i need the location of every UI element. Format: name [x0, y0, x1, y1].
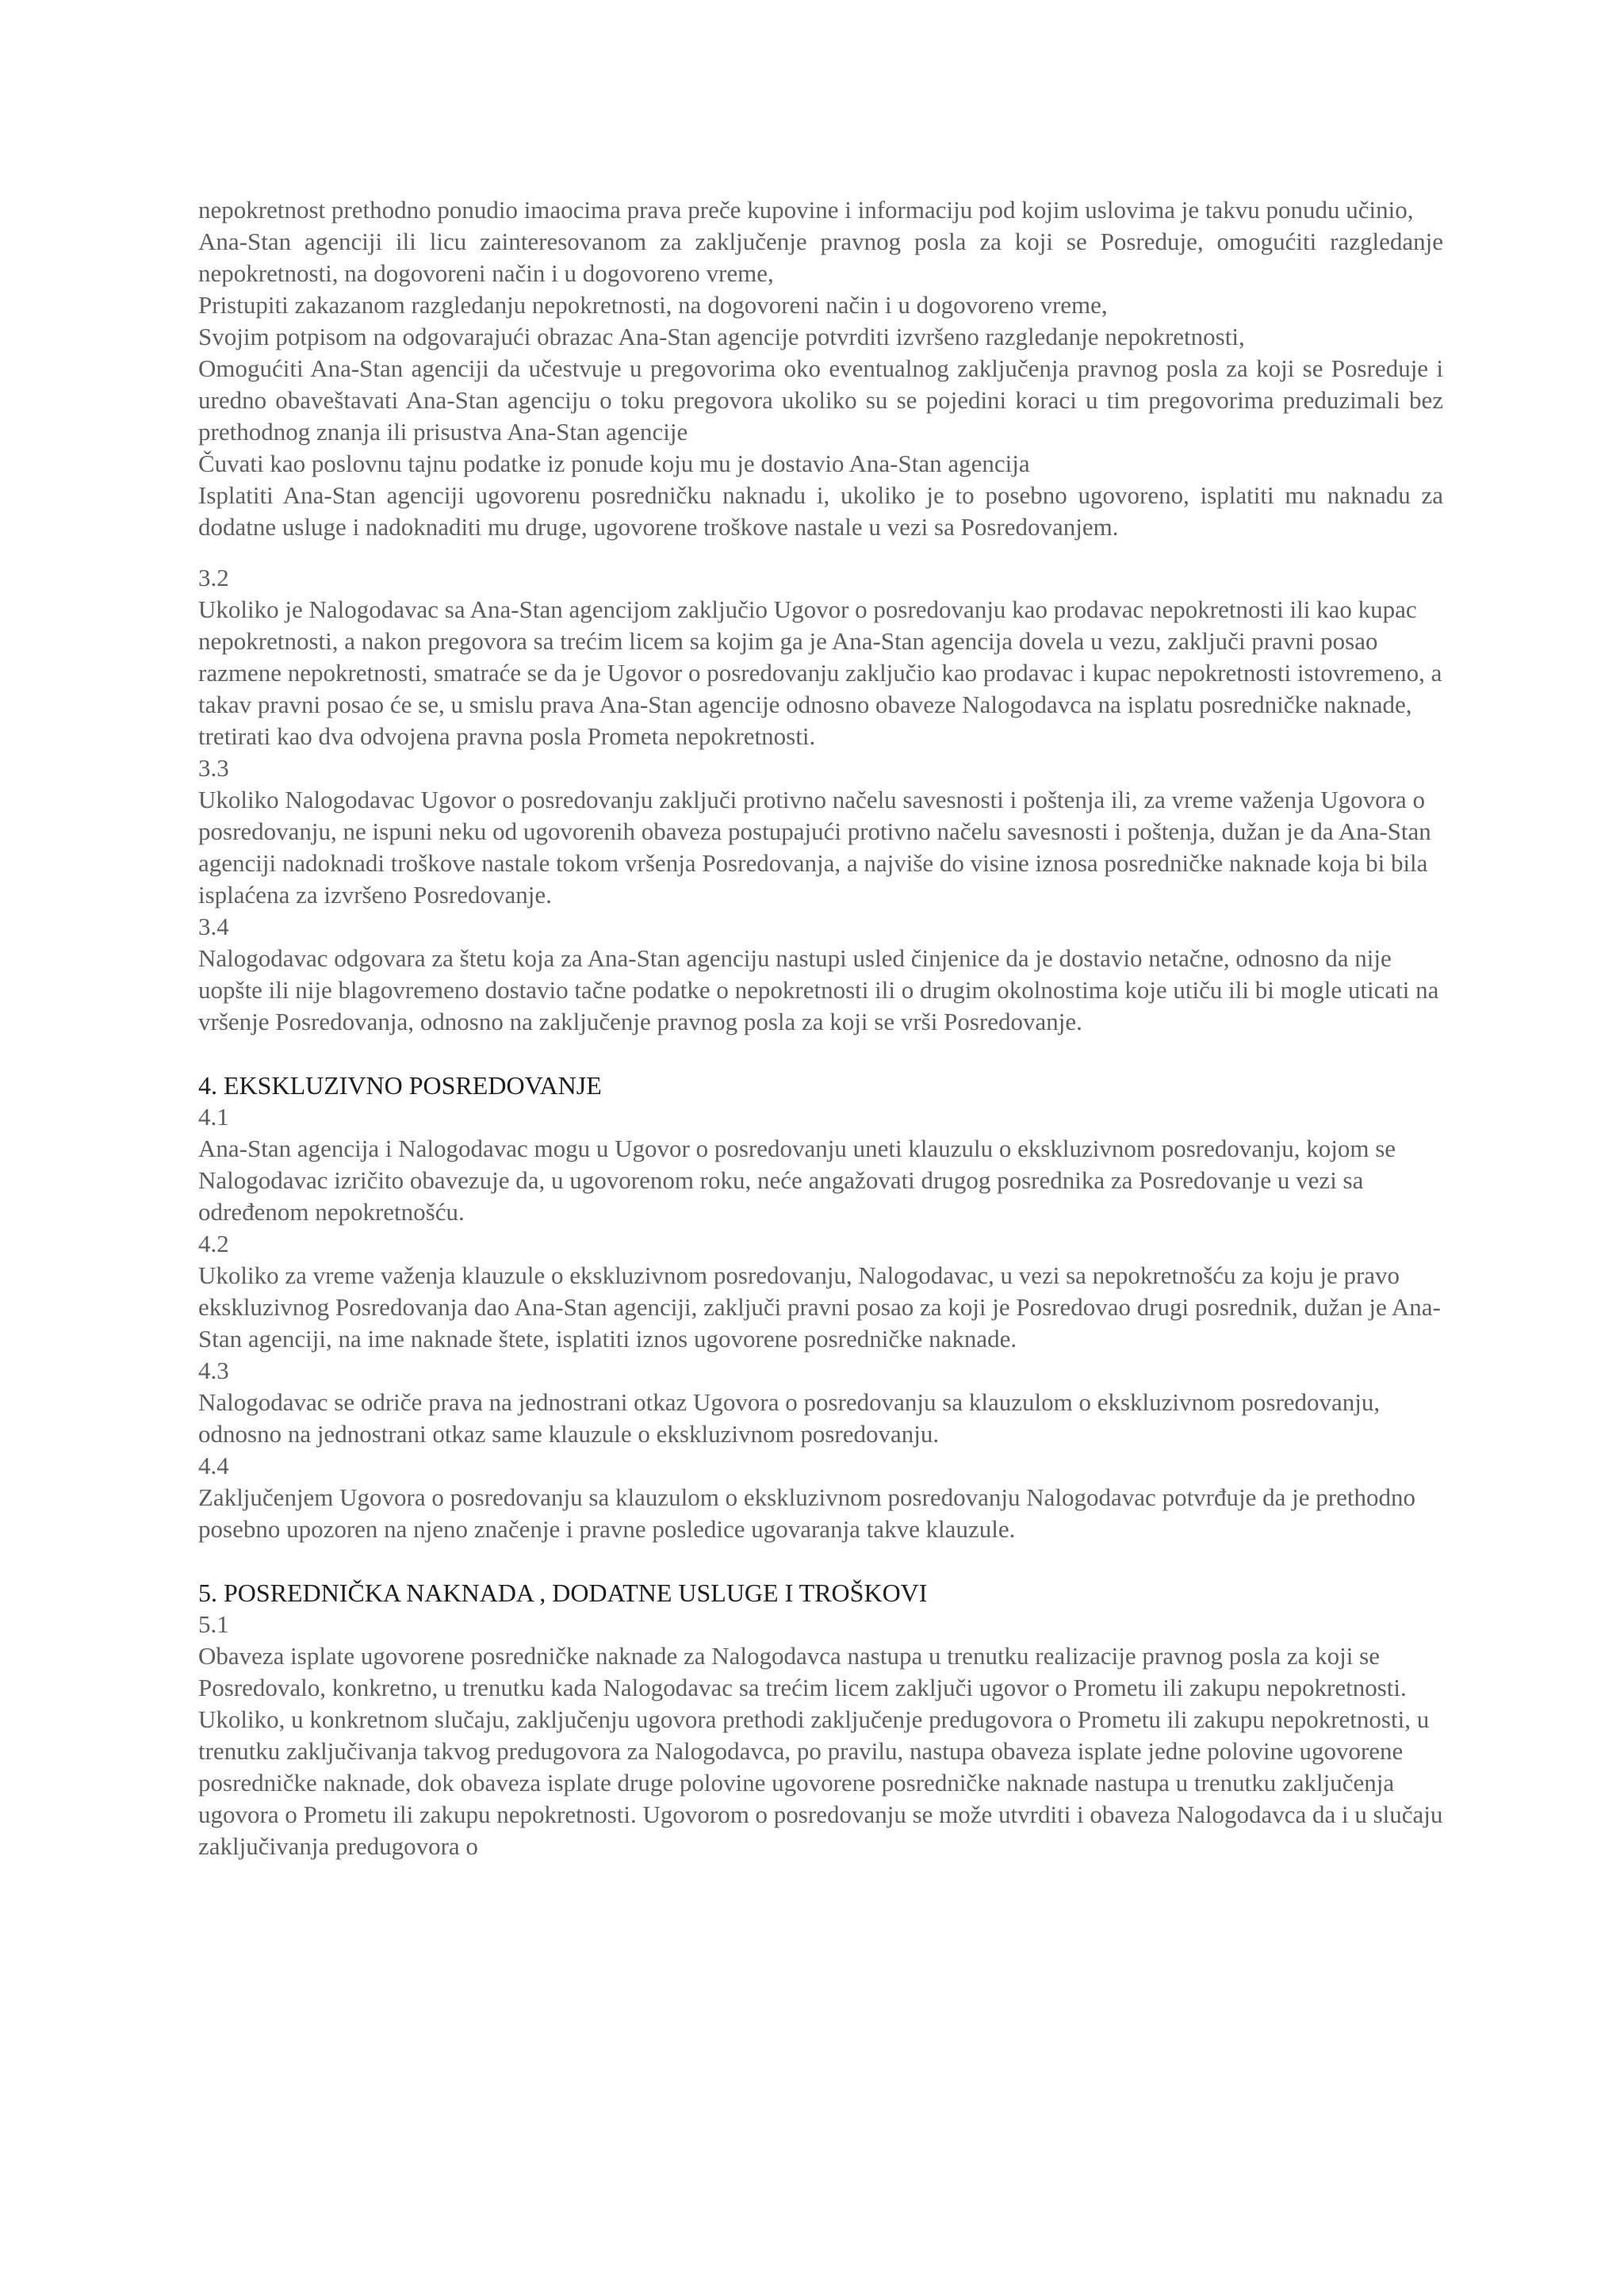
document-page	[198, 194, 1443, 1862]
clause-number: 3.4	[198, 913, 229, 940]
clause-number: 4.4	[198, 1452, 229, 1479]
clause-number: 5.1	[198, 1610, 229, 1638]
clause-number: 4.3	[198, 1357, 229, 1384]
section-heading: 5. POSREDNIČKA NAKNADA , DODATNE USLUGE I TROŠKOVI	[198, 1578, 928, 1607]
clause-block-3	[198, 562, 1443, 1038]
paragraph-sign-viewing: Svojim potpisom na odgovarajući obrazac Ana-Stan agencije potvrditi izvršeno razgledanje nepokretnosti,	[198, 323, 1245, 350]
clause-text: Nalogodavac odgovara za štetu koja za Ana-Stan agenciju nastupi usled činjenice da je dostavio netačne, odnosno da nije uopšte ili nije blagovremeno dostavio tačne podatke o nepokretnosti ili o drugim okolnostima koje utiču ili bi mogle uticati na vršenje Posredovanja, odnosno na zaključenje pravnog posla za koji se vrši Posredovanje.	[198, 944, 1439, 1035]
clause-text: Obaveza isplate ugovorene posredničke naknade za Nalogodavca nastupa u trenutku realizacije pravnog posla za koji se Posredovalo, konkretno, u trenutku kada Nalogodavac sa trećim licem zaključi ugovor o Prometu ili zakupu nepokretnosti. Ukoliko, u konkretnom slučaju, zaključenju ugovora prethodi zaključenje predugovora o Prometu ili zakupu nepokretnosti, u trenutku zaključivanja takvog predugovora za Nalogodavca, po pravilu, nastupa obaveza isplate jedne polovine ugovorene posredničke naknade, dok obaveza isplate druge polovine ugovorene posredničke naknade nastupa u trenutku zaključenja ugovora o Prometu ili zakupu nepokretnosti. Ugovorom o posredovanju se može utvrditi i obaveza Nalogodavca da i u slučaju zaključivanja predugovora o	[198, 1642, 1443, 1860]
paragraph-confidentiality: Čuvati kao poslovnu tajnu podatke iz ponude koju mu je dostavio Ana-Stan agencija	[198, 450, 1030, 477]
clause-text: Zaključenjem Ugovora o posredovanju sa klauzulom o ekskluzivnom posredovanju Nalogodavac potvrđuje da je prethodno posebno upozoren na njeno značenje i pravne posledice ugovaranja takve klauzule.	[198, 1483, 1415, 1543]
clause-text: Ukoliko je Nalogodavac sa Ana-Stan agencijom zaključio Ugovor o posredovanju kao prodavac nepokretnosti ili kao kupac nepokretnosti, a nakon pregovora sa trećim licem sa kojim ga je Ana-Stan agencija dovela u vezu, zaključi pravni posao razmene nepokretnosti, smatraće se da je Ugovor o posredovanju zaključio kao prodavac i kupac nepokretnosti istovremeno, a takav pravni posao će se, u smislu prava Ana-Stan agencije odnosno obaveze Nalogodavca na isplatu posredničke naknade, tretirati kao dva odvojena pravna posla Prometa nepokretnosti.	[198, 595, 1442, 750]
section-5	[198, 1577, 1443, 1862]
clause-text: Ana-Stan agencija i Nalogodavac mogu u Ugovor o posredovanju uneti klauzulu o ekskluzivnom posredovanju, kojom se Nalogodavac izričito obavezuje da, u ugovorenom roku, neće angažovati drugog posrednika za Posredovanje u vezi sa određenom nepokretnošću.	[198, 1135, 1396, 1226]
clause-number: 4.2	[198, 1230, 229, 1257]
clause-text: Ukoliko za vreme važenja klauzule o ekskluzivnom posredovanju, Nalogodavac, u vezi sa nepokretnošću za koju je pravo ekskluzivnog Posredovanja dao Ana-Stan agenciji, zaključi pravni posao za koji je Posredovao drugi posrednik, dužan je Ana-Stan agenciji, na ime naknade štete, isplatiti iznos ugovorene posredničke naknade.	[198, 1261, 1441, 1353]
clause-number: 4.1	[198, 1103, 229, 1131]
section-4	[198, 1070, 1443, 1545]
paragraph-attend-viewing: Pristupiti zakazanom razgledanju nepokretnosti, na dogovoreni način i u dogovoreno vreme,	[198, 291, 1108, 319]
clause-number: 3.3	[198, 754, 229, 782]
section-heading: 4. EKSKLUZIVNO POSREDOVANJE	[198, 1071, 602, 1100]
clause-text: Ukoliko Nalogodavac Ugovor o posredovanju zaključi protivno načelu savesnosti i poštenja ili, za vreme važenja Ugovora o posredovanju, ne ispuni neku od ugovorenih obaveza postupajući protivno načelu savesnosti i poštenja, dužan je da Ana-Stan agenciji nadoknadi troškove nastale tokom vršenja Posredovanja, a najviše do visine iznosa posredničke naknade koja bi bila isplaćena za izvršeno Posredovanje.	[198, 786, 1431, 909]
paragraph-negotiations: Omogućiti Ana-Stan agenciji da učestvuje u pregovorima oko eventualnog zaključenja pravnog posla za koji se Posreduje i uredno obaveštavati Ana-Stan agenciju o toku pregovora ukoliko su se pojedini koraci u tim pregovorima preduzimali bez prethodnog znanja ili prisustva Ana-Stan agencije	[198, 354, 1443, 446]
paragraph-viewing-access: Ana-Stan agenciji ili licu zainteresovanom za zaključenje pravnog posla za koji se Posreduje, omogućiti razgledanje nepokretnosti, na dogovoreni način i u dogovoreno vreme,	[198, 228, 1443, 287]
clause-number: 3.2	[198, 564, 229, 591]
clause-text: Nalogodavac se odriče prava na jednostrani otkaz Ugovora o posredovanju sa klauzulom o ekskluzivnom posredovanju, odnosno na jednostrani otkaz same klauzule o ekskluzivnom posredovanju.	[198, 1388, 1381, 1448]
paragraph-offer-rights: nepokretnost prethodno ponudio imaocima prava preče kupovine i informaciju pod kojim uslovima je takvu ponudu učinio,	[198, 196, 1414, 224]
paragraph-pay-fee: Isplatiti Ana-Stan agenciji ugovorenu posredničku naknadu i, ukoliko je to posebno ugovoreno, isplatiti mu naknadu za dodatne usluge i nadoknaditi mu druge, ugovorene troškove nastale u vezi sa Posredovanjem.	[198, 481, 1443, 541]
